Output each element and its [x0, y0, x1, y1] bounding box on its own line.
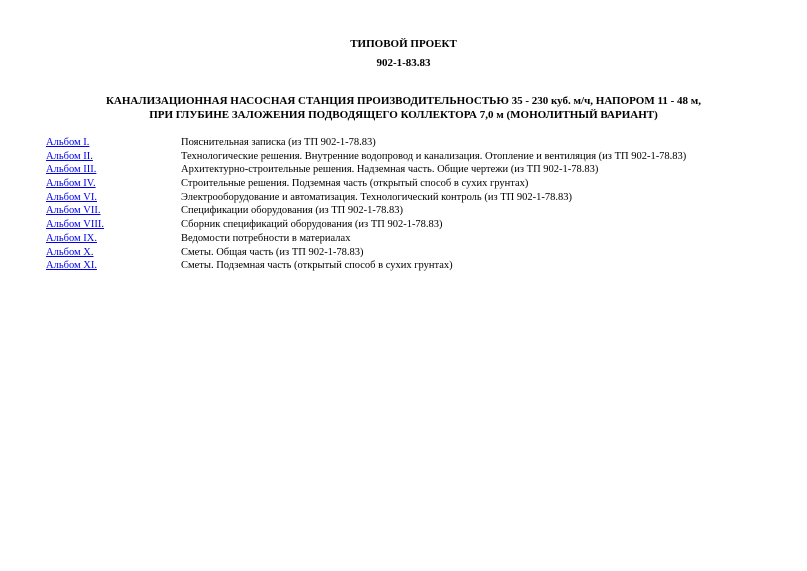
- album-link[interactable]: Альбом VI.: [46, 191, 97, 203]
- project-code: 902-1-83.83: [376, 57, 431, 69]
- album-link[interactable]: Альбом XI.: [46, 260, 97, 272]
- project-title-line-1: КАНАЛИЗАЦИОННАЯ НАСОСНАЯ СТАНЦИЯ ПРОИЗВОДИТЕЛЬНОСТЬЮ 35 - 230 куб. м/ч, НАПОРОМ 11 - 48 м,: [105, 95, 702, 107]
- album-list: [46, 136, 786, 273]
- album-link[interactable]: Альбом X.: [46, 246, 94, 258]
- album-row: [46, 259, 786, 273]
- album-row: [46, 150, 786, 164]
- album-link[interactable]: Альбом VII.: [46, 205, 101, 217]
- album-row: [46, 232, 786, 246]
- album-link[interactable]: Альбом I.: [46, 137, 90, 148]
- album-link[interactable]: Альбом IX.: [46, 232, 97, 244]
- album-row: [46, 218, 786, 232]
- album-description: Электрооборудование и автоматизация. Технологический контроль (из ТП 902-1-78.83): [181, 191, 572, 203]
- album-description: Архитектурно-строительные решения. Надземная часть. Общие чертежи (из ТП 902-1-78.83): [181, 164, 599, 176]
- album-description: Сборник спецификаций оборудования (из ТП 902-1-78.83): [181, 219, 443, 231]
- album-row: [46, 177, 786, 191]
- album-description: Строительные решения. Подземная часть (открытый способ в сухих грунтах): [181, 178, 529, 190]
- project-title-line-2: ПРИ ГЛУБИНЕ ЗАЛОЖЕНИЯ ПОДВОДЯЩЕГО КОЛЛЕКТОРА 7,0 м (МОНОЛИТНЫЙ ВАРИАНТ): [149, 109, 658, 121]
- album-description: Сметы. Общая часть (из ТП 902-1-78.83): [181, 246, 364, 258]
- album-row: [46, 246, 786, 260]
- album-link[interactable]: Альбом II.: [46, 150, 93, 162]
- album-description: Ведомости потребности в материалах: [181, 232, 351, 244]
- album-row: [46, 163, 786, 177]
- album-description: Спецификации оборудования (из ТП 902-1-78.83): [181, 205, 403, 217]
- album-description: Пояснительная записка (из ТП 902-1-78.83): [181, 137, 376, 148]
- album-link[interactable]: Альбом IV.: [46, 178, 96, 190]
- album-description: Сметы. Подземная часть (открытый способ в сухих грунтах): [181, 260, 453, 272]
- album-row: [46, 204, 786, 218]
- document-kind: ТИПОВОЙ ПРОЕКТ: [350, 38, 457, 50]
- album-description: Технологические решения. Внутренние водопровод и канализация. Отопление и вентиляция (из ТП 902-1-78.83): [181, 150, 687, 162]
- album-link[interactable]: Альбом III.: [46, 164, 97, 176]
- album-row: [46, 191, 786, 205]
- album-link[interactable]: Альбом VIII.: [46, 219, 104, 231]
- album-row: [46, 136, 786, 150]
